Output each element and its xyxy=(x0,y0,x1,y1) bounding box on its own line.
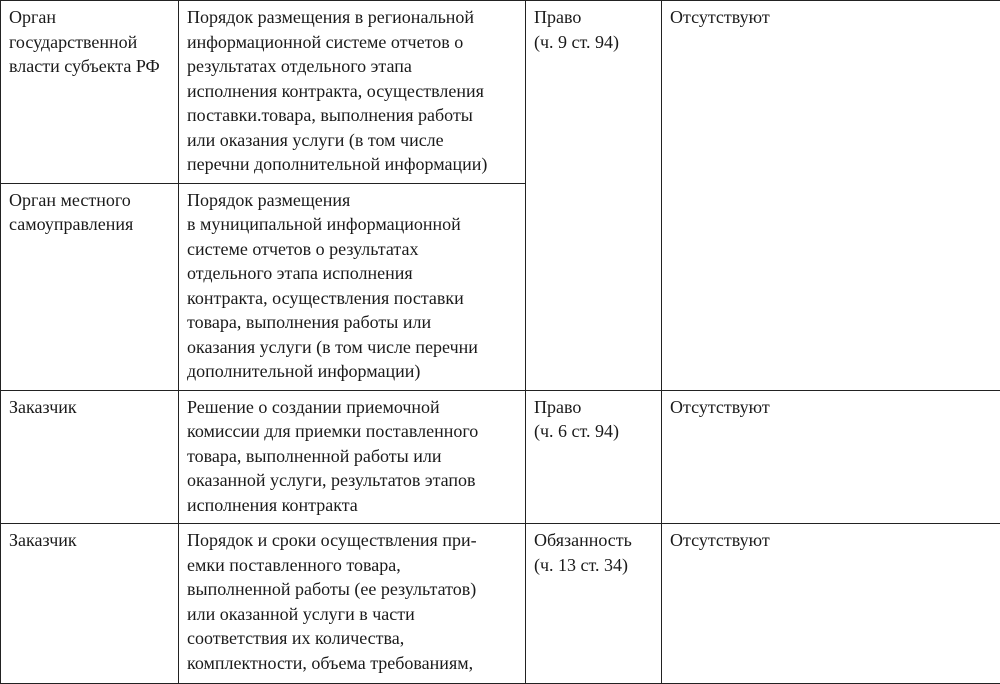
subject-line: результатах отдельного этапа xyxy=(187,54,517,79)
subject-line: товара, выполненной работы или xyxy=(187,444,517,469)
entity-line: Заказчик xyxy=(9,395,170,420)
subject-line: комиссии для приемки поставленного xyxy=(187,419,517,444)
nature-cell xyxy=(526,1,662,391)
requirements-line: Отсутствуют xyxy=(670,395,992,420)
entity-line: Заказчик xyxy=(9,528,170,553)
entity-cell xyxy=(1,1,179,184)
entity-line: Орган местного xyxy=(9,188,170,213)
nature-line: (ч. 6 ст. 94) xyxy=(534,419,653,444)
nature-line: Право xyxy=(534,5,653,30)
table-row xyxy=(1,524,1000,684)
subject-cell xyxy=(179,1,526,184)
subject-line: или оказания услуги (в том числе xyxy=(187,128,517,153)
entity-cell xyxy=(1,390,179,524)
subject-cell xyxy=(179,524,526,684)
subject-line: оказанной услуги, результатов этапов xyxy=(187,468,517,493)
subject-line: Порядок размещения xyxy=(187,188,517,213)
entity-line: Орган xyxy=(9,5,170,30)
table-row xyxy=(1,390,1000,524)
subject-line: поставки.товара, выполнения работы xyxy=(187,103,517,128)
requirements-line: Отсутствуют xyxy=(670,5,992,30)
subject-line: соответствия их количества, xyxy=(187,626,517,651)
subject-line: системе отчетов о результатах xyxy=(187,237,517,262)
nature-cell xyxy=(526,524,662,684)
subject-line: выполненной работы (ее результатов) xyxy=(187,577,517,602)
nature-line: (ч. 13 ст. 34) xyxy=(534,553,653,578)
subject-line: Порядок размещения в региональной xyxy=(187,5,517,30)
subject-cell xyxy=(179,390,526,524)
nature-line: (ч. 9 ст. 94) xyxy=(534,30,653,55)
subject-line: дополнительной информации) xyxy=(187,359,517,384)
subject-line: Решение о создании приемочной xyxy=(187,395,517,420)
entity-line: государственной xyxy=(9,30,170,55)
subject-line: перечни дополнительной информации) xyxy=(187,152,517,177)
requirements-cell xyxy=(662,524,1000,684)
subject-line: Порядок и сроки осуществления при- xyxy=(187,528,517,553)
requirements-cell xyxy=(662,1,1000,391)
entity-cell xyxy=(1,183,179,390)
nature-cell xyxy=(526,390,662,524)
entity-line: власти субъекта РФ xyxy=(9,54,170,79)
entity-line: самоуправления xyxy=(9,212,170,237)
subject-line: контракта, осуществления поставки xyxy=(187,286,517,311)
subject-line: емки поставленного товара, xyxy=(187,553,517,578)
nature-line: Обязанность xyxy=(534,528,653,553)
table-row xyxy=(1,1,1000,184)
requirements-cell xyxy=(662,390,1000,524)
nature-line: Право xyxy=(534,395,653,420)
subject-line: товара, выполнения работы или xyxy=(187,310,517,335)
subject-cell xyxy=(179,183,526,390)
subject-line: отдельного этапа исполнения xyxy=(187,261,517,286)
subject-line: исполнения контракта, осуществления xyxy=(187,79,517,104)
subject-line: или оказанной услуги в части xyxy=(187,602,517,627)
subject-line: в муниципальной информационной xyxy=(187,212,517,237)
subject-line: оказания услуги (в том числе перечни xyxy=(187,335,517,360)
subject-line: информационной системе отчетов о xyxy=(187,30,517,55)
subject-line: исполнения контракта xyxy=(187,493,517,518)
subject-line: комплектности, объема требованиям, xyxy=(187,651,517,676)
entity-cell xyxy=(1,524,179,684)
requirements-line: Отсутствуют xyxy=(670,528,992,553)
